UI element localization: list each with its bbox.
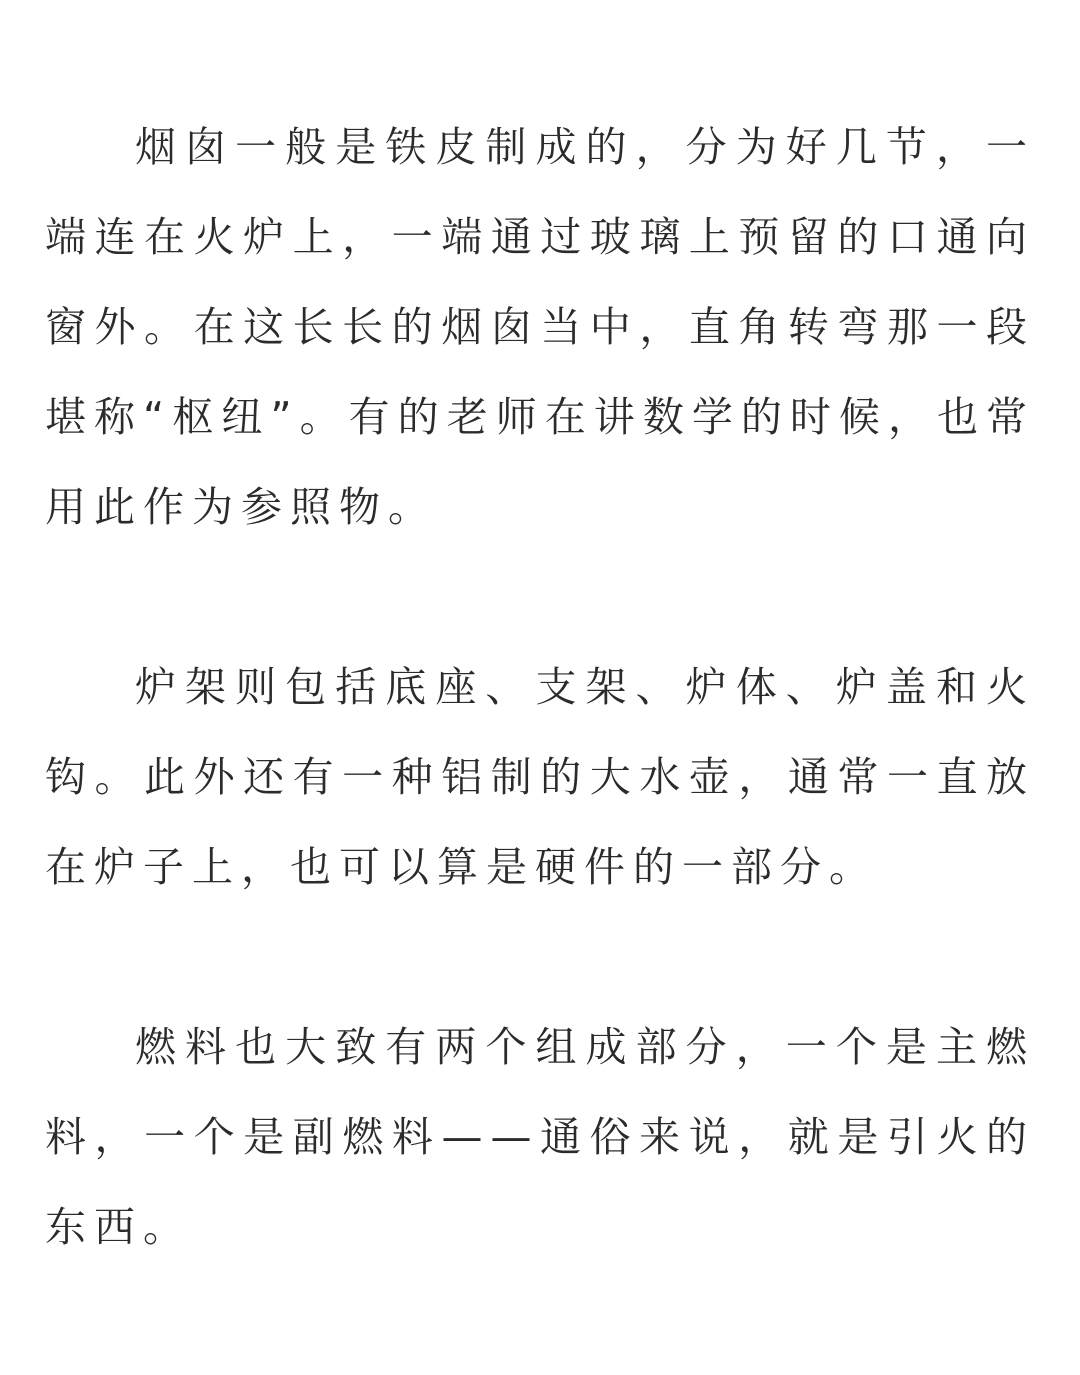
paragraph-stove-frame: 炉架则包括底座、支架、炉体、炉盖和火钩。此外还有一种铝制的大水壶，通常一直放在炉子上，也可以算是硬件的一部分。 [45,663,1035,891]
paragraph-chimney: 烟囱一般是铁皮制成的，分为好几节，一端连在火炉上，一端通过玻璃上预留的口通向窗外。在这长长的烟囱当中，直角转弯那一段堪称“枢纽”。有的老师在讲数学的时候，也常用此作为参照物。 [45,123,1035,531]
paragraph-fuel: 燃料也大致有两个组成部分，一个是主燃料，一个是副燃料——通俗来说，就是引火的东西。 [45,1023,1035,1251]
article-body [45,102,1035,1272]
